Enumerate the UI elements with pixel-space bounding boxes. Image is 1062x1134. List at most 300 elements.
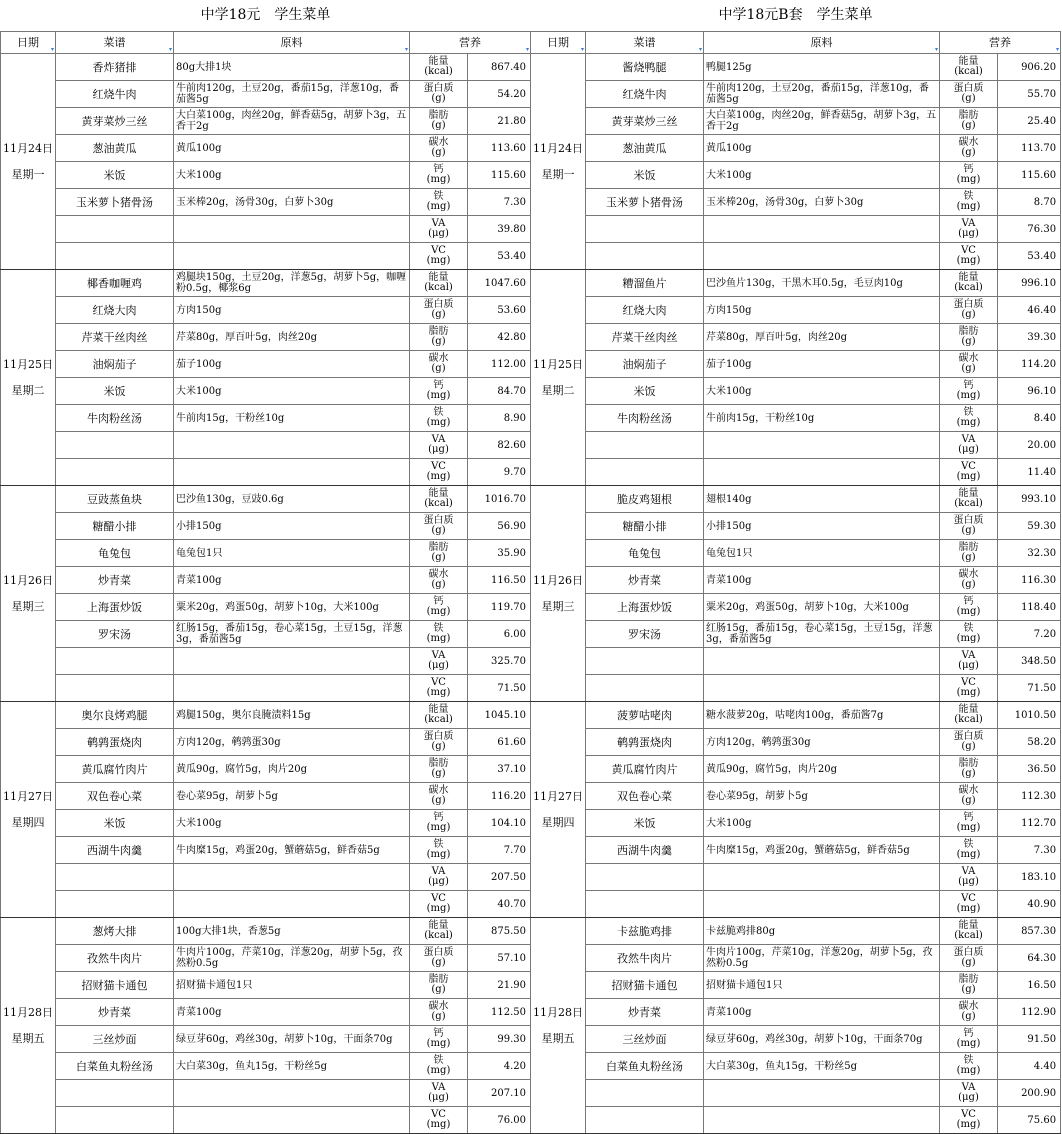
nutrient-unit: (mg)	[426, 903, 451, 914]
dish-name: 上海蛋炒饭	[586, 594, 704, 621]
nutrient-name: 蛋白质	[423, 83, 454, 94]
nutrient-name: VC	[961, 893, 976, 904]
nutrient-value: 58.20	[998, 729, 1061, 756]
nutrient-name: 能量	[428, 704, 449, 715]
nutrient-label	[940, 189, 998, 216]
nutrient-label	[940, 756, 998, 783]
empty-cell	[704, 648, 940, 675]
dish-ingredients: 黄瓜100g	[174, 135, 410, 162]
nutrient-unit: (mg)	[426, 1065, 451, 1076]
nutrient-unit: (mg)	[426, 417, 451, 428]
dish-header-label: 菜谱	[103, 36, 126, 49]
dish-ingredients: 牛肉糜15g，鸡蛋20g，蟹蘑菇5g，鲜香菇5g	[174, 837, 410, 864]
nutrient-value: 75.60	[998, 1107, 1061, 1134]
dish-ingredients: 茄子100g	[174, 351, 410, 378]
nutrient-label	[410, 621, 468, 648]
nutrient-value: 7.30	[468, 189, 531, 216]
nutrient-value: 867.40	[468, 54, 531, 81]
nutrient-label	[410, 297, 468, 324]
dish-ingredients: 翅根140g	[704, 486, 940, 513]
date-header[interactable]	[531, 32, 586, 54]
dish-ingredients: 小排150g	[174, 513, 410, 540]
date-header[interactable]	[1, 32, 56, 54]
table-row	[531, 540, 1061, 567]
empty-cell	[586, 459, 704, 486]
nutrient-label	[410, 864, 468, 891]
nutrient-label	[410, 891, 468, 918]
nutrient-name: VC	[961, 1109, 976, 1120]
nutrient-unit: (mg)	[426, 1038, 451, 1049]
empty-cell	[174, 432, 410, 459]
dish-name: 油焖茄子	[56, 351, 174, 378]
date-label: 11月27日	[3, 789, 53, 803]
nutrient-name: VC	[431, 461, 446, 472]
nutrient-unit: (g)	[431, 795, 446, 806]
dish-ingredients: 大米100g	[704, 162, 940, 189]
nutrient-label	[940, 675, 998, 702]
nutrient-value: 37.10	[468, 756, 531, 783]
nutrient-label	[410, 1080, 468, 1107]
nutrient-value: 21.90	[468, 972, 531, 999]
nutrient-unit: (g)	[431, 93, 446, 104]
nutrient-value: 119.70	[468, 594, 531, 621]
table-row	[1, 1026, 531, 1053]
nutrient-unit: (μg)	[958, 444, 979, 455]
dish-ingredients: 大米100g	[174, 378, 410, 405]
nutrient-name: VA	[431, 866, 446, 877]
day-cell	[531, 918, 586, 1134]
dish-name: 龟兔包	[586, 540, 704, 567]
nutrient-value: 113.60	[468, 135, 531, 162]
table-row	[1, 135, 531, 162]
dish-ingredients: 牛前肉15g，干粉丝10g	[704, 405, 940, 432]
nutrient-name: 钙	[433, 1028, 444, 1039]
nutrient-value: 906.20	[998, 54, 1061, 81]
nutrient-unit: (mg)	[956, 255, 981, 266]
nutrient-unit: (μg)	[958, 1092, 979, 1103]
nutrient-value: 1010.50	[998, 702, 1061, 729]
empty-cell	[174, 675, 410, 702]
nutrient-label	[940, 432, 998, 459]
nutrient-label	[940, 216, 998, 243]
empty-cell	[586, 864, 704, 891]
nutrient-label	[940, 810, 998, 837]
nutrient-unit: (g)	[961, 336, 976, 347]
dish-name: 葱油黄瓜	[56, 135, 174, 162]
nutrient-name: 碳水	[958, 353, 979, 364]
dish-name: 米饭	[56, 378, 174, 405]
dish-name: 牛肉粉丝汤	[586, 405, 704, 432]
table-row	[531, 567, 1061, 594]
table-row	[1, 216, 531, 243]
nutrient-value: 1045.10	[468, 702, 531, 729]
nutrient-name: VC	[431, 1109, 446, 1120]
nutrient-label	[940, 783, 998, 810]
dish-name: 龟兔包	[56, 540, 174, 567]
table-row	[531, 459, 1061, 486]
empty-cell	[56, 891, 174, 918]
dish-name: 糟溜鱼片	[586, 270, 704, 297]
nutrient-value: 42.80	[468, 324, 531, 351]
date-label: 11月25日	[533, 357, 583, 371]
nutrient-unit: (mg)	[956, 471, 981, 482]
table-row	[1, 1053, 531, 1080]
table-row	[1, 891, 531, 918]
nutrient-name: 铁	[963, 839, 974, 850]
nutrient-unit: (mg)	[426, 390, 451, 401]
nutrient-value: 64.30	[998, 945, 1061, 972]
nutrient-value: 116.50	[468, 567, 531, 594]
nutrient-label	[410, 486, 468, 513]
empty-cell	[704, 1080, 940, 1107]
table-row	[1, 108, 531, 135]
nutrient-unit: (g)	[961, 741, 976, 752]
filter-dropdown-icon[interactable]: ▾	[934, 46, 938, 53]
date-label: 11月28日	[3, 1005, 53, 1019]
empty-cell	[56, 243, 174, 270]
nutrient-unit: (kcal)	[424, 714, 453, 725]
nutrient-label	[410, 756, 468, 783]
nutrient-value: 40.90	[998, 891, 1061, 918]
nutrient-value: 7.30	[998, 837, 1061, 864]
nutrient-name: 能量	[428, 488, 449, 499]
nutrient-label	[940, 54, 998, 81]
nutrient-unit: (g)	[431, 147, 446, 158]
nutrient-name: 脂肪	[428, 758, 449, 769]
table-row	[531, 837, 1061, 864]
weekday-label: 星期二	[541, 383, 575, 397]
dish-name: 上海蛋炒饭	[56, 594, 174, 621]
empty-cell	[704, 675, 940, 702]
nutrient-name: 能量	[428, 920, 449, 931]
table-row	[1, 1080, 531, 1107]
dish-name: 红烧牛肉	[586, 81, 704, 108]
nutrient-name: 蛋白质	[953, 299, 984, 310]
table-row	[531, 162, 1061, 189]
dish-ingredients: 牛肉片100g，芹菜10g，洋葱20g，胡萝卜5g，孜然粉0.5g	[174, 945, 410, 972]
nutrient-value: 112.00	[468, 351, 531, 378]
nutrient-unit: (g)	[431, 1011, 446, 1022]
dish-name: 黄芽菜炒三丝	[56, 108, 174, 135]
table-row	[531, 486, 1061, 513]
dish-ingredients: 巴沙鱼片130g，干黑木耳0.5g，毛豆肉10g	[704, 270, 940, 297]
filter-dropdown-icon[interactable]: ▾	[1056, 46, 1060, 53]
menu-table	[530, 0, 1061, 1134]
ingredients-header[interactable]	[704, 32, 940, 54]
nutrient-label	[410, 162, 468, 189]
nutrient-name: 能量	[958, 272, 979, 283]
filter-dropdown-icon[interactable]: ▾	[168, 46, 172, 53]
nutrient-name: 铁	[433, 839, 444, 850]
dish-name: 红烧牛肉	[56, 81, 174, 108]
nutrient-name: 碳水	[428, 353, 449, 364]
nutrient-label	[410, 675, 468, 702]
nutrient-label	[940, 324, 998, 351]
nutrient-value: 57.10	[468, 945, 531, 972]
nutrient-unit: (μg)	[428, 228, 449, 239]
nutrient-value: 1047.60	[468, 270, 531, 297]
menu-title: 中学18元B套 学生菜单	[531, 0, 1061, 32]
nutrient-value: 112.50	[468, 999, 531, 1026]
nutrient-value: 112.30	[998, 783, 1061, 810]
empty-cell	[586, 1080, 704, 1107]
nutrient-unit: (g)	[961, 120, 976, 131]
empty-cell	[704, 243, 940, 270]
table-row	[1, 864, 531, 891]
filter-dropdown-icon[interactable]: ▾	[525, 46, 529, 53]
day-cell	[1, 486, 56, 702]
nutrient-value: 55.70	[998, 81, 1061, 108]
nutrient-unit: (mg)	[426, 606, 451, 617]
nutrient-value: 35.90	[468, 540, 531, 567]
nutrient-label	[940, 270, 998, 297]
table-row	[531, 324, 1061, 351]
nutrient-label	[410, 405, 468, 432]
nutrient-unit: (mg)	[956, 633, 981, 644]
nutrient-label	[410, 702, 468, 729]
nutrient-unit: (μg)	[428, 876, 449, 887]
nutrient-label	[940, 1026, 998, 1053]
table-row	[531, 1053, 1061, 1080]
dish-name: 三丝炒面	[586, 1026, 704, 1053]
nutrient-label	[410, 351, 468, 378]
table-row	[1, 918, 531, 945]
table-row	[531, 81, 1061, 108]
nutrient-name: 钙	[433, 596, 444, 607]
nutrient-value: 91.50	[998, 1026, 1061, 1053]
dish-header[interactable]	[56, 32, 174, 54]
nutrient-unit: (g)	[961, 147, 976, 158]
dish-ingredients: 牛前肉15g，干粉丝10g	[174, 405, 410, 432]
nutrient-unit: (kcal)	[954, 714, 983, 725]
nutrient-label	[940, 162, 998, 189]
day-cell	[1, 918, 56, 1134]
nutrient-label	[940, 594, 998, 621]
table-row	[1, 594, 531, 621]
nutrient-unit: (kcal)	[954, 930, 983, 941]
nutrient-label	[410, 999, 468, 1026]
dish-name: 白菜鱼丸粉丝汤	[586, 1053, 704, 1080]
day-cell	[1, 54, 56, 270]
dish-name: 酱烧鸭腿	[586, 54, 704, 81]
nutrient-unit: (mg)	[426, 822, 451, 833]
table-row	[1, 459, 531, 486]
dish-ingredients: 小排150g	[704, 513, 940, 540]
nutrient-unit: (g)	[431, 984, 446, 995]
empty-cell	[704, 459, 940, 486]
nutrient-value: 7.20	[998, 621, 1061, 648]
table-row	[1, 972, 531, 999]
ingredients-header[interactable]	[174, 32, 410, 54]
nutrient-unit: (mg)	[956, 1119, 981, 1130]
dish-header[interactable]	[586, 32, 704, 54]
table-row	[1, 756, 531, 783]
table-row	[531, 405, 1061, 432]
nutrition-header[interactable]	[410, 32, 531, 54]
empty-cell	[586, 648, 704, 675]
empty-cell	[174, 243, 410, 270]
table-row	[1, 81, 531, 108]
nutrient-name: 钙	[963, 596, 974, 607]
nutrient-unit: (mg)	[956, 687, 981, 698]
nutrient-unit: (μg)	[958, 660, 979, 671]
table-row	[1, 54, 531, 81]
table-row	[531, 945, 1061, 972]
nutrient-label	[940, 513, 998, 540]
nutrient-unit: (mg)	[956, 1038, 981, 1049]
nutrient-name: 脂肪	[958, 974, 979, 985]
table-row	[531, 432, 1061, 459]
nutrient-name: VA	[431, 1082, 446, 1093]
table-row	[531, 621, 1061, 648]
nutrient-unit: (g)	[431, 741, 446, 752]
nutrient-label	[410, 243, 468, 270]
table-row	[1, 783, 531, 810]
nutrient-name: 铁	[433, 191, 444, 202]
nutrient-name: 铁	[963, 623, 974, 634]
empty-cell	[174, 864, 410, 891]
nutrient-name: 铁	[433, 623, 444, 634]
nutrient-value: 53.60	[468, 297, 531, 324]
table-row	[1, 405, 531, 432]
filter-dropdown-icon[interactable]: ▾	[50, 46, 54, 53]
nutrient-label	[410, 459, 468, 486]
date-label: 11月26日	[533, 573, 583, 587]
nutrient-unit: (mg)	[956, 201, 981, 212]
table-row	[1, 189, 531, 216]
table-row	[1, 540, 531, 567]
nutrient-unit: (g)	[431, 363, 446, 374]
dish-ingredients: 大米100g	[174, 162, 410, 189]
weekday-label: 星期五	[11, 1031, 45, 1045]
nutrient-name: VA	[961, 1082, 976, 1093]
dish-name: 玉米萝卜猪骨汤	[56, 189, 174, 216]
dish-ingredients: 招财猫卡通包1只	[704, 972, 940, 999]
nutrient-unit: (mg)	[426, 849, 451, 860]
nutrient-label	[410, 324, 468, 351]
nutrient-value: 8.40	[998, 405, 1061, 432]
date-label: 11月25日	[3, 357, 53, 371]
nutrient-label	[410, 918, 468, 945]
dish-name: 黄瓜腐竹肉片	[56, 756, 174, 783]
nutrient-unit: (g)	[961, 93, 976, 104]
table-row	[531, 189, 1061, 216]
nutrient-name: 脂肪	[428, 974, 449, 985]
nutrient-name: 蛋白质	[953, 515, 984, 526]
table-row	[531, 54, 1061, 81]
nutrient-label	[410, 270, 468, 297]
day-cell	[1, 702, 56, 918]
empty-cell	[586, 675, 704, 702]
dish-name: 豆豉蒸鱼块	[56, 486, 174, 513]
nutrient-unit: (mg)	[426, 633, 451, 644]
nutrient-name: 蛋白质	[423, 947, 454, 958]
nutrient-name: VC	[961, 461, 976, 472]
empty-cell	[56, 216, 174, 243]
table-row	[531, 648, 1061, 675]
nutrient-unit: (g)	[961, 552, 976, 563]
nutrient-label	[940, 621, 998, 648]
dish-name: 牛肉粉丝汤	[56, 405, 174, 432]
nutrient-unit: (mg)	[426, 471, 451, 482]
nutrient-name: 能量	[958, 920, 979, 931]
table-row	[531, 783, 1061, 810]
nutrient-name: 能量	[428, 56, 449, 67]
filter-dropdown-icon[interactable]: ▾	[580, 46, 584, 53]
filter-dropdown-icon[interactable]: ▾	[404, 46, 408, 53]
nutrient-name: 蛋白质	[423, 731, 454, 742]
nutrient-label	[940, 405, 998, 432]
empty-cell	[174, 648, 410, 675]
nutrient-value: 112.90	[998, 999, 1061, 1026]
nutrient-label	[410, 567, 468, 594]
nutrient-value: 16.50	[998, 972, 1061, 999]
nutrient-label	[410, 594, 468, 621]
nutrient-value: 21.80	[468, 108, 531, 135]
empty-cell	[174, 459, 410, 486]
dish-name: 奥尔良烤鸡腿	[56, 702, 174, 729]
dish-name: 孜然牛肉片	[56, 945, 174, 972]
nutrient-value: 25.40	[998, 108, 1061, 135]
table-row	[1, 378, 531, 405]
nutrient-name: 钙	[963, 1028, 974, 1039]
dish-name: 西湖牛肉羹	[586, 837, 704, 864]
nutrient-unit: (kcal)	[954, 66, 983, 77]
dish-ingredients: 大米100g	[704, 378, 940, 405]
nutrient-unit: (g)	[961, 363, 976, 374]
empty-cell	[586, 891, 704, 918]
nutrient-name: 铁	[963, 1055, 974, 1066]
date-label: 11月24日	[3, 141, 53, 155]
nutrient-label	[940, 864, 998, 891]
table-row	[531, 1080, 1061, 1107]
dish-name: 菠萝咕咾肉	[586, 702, 704, 729]
table-row	[1, 945, 531, 972]
table-row	[1, 297, 531, 324]
nutrient-label	[410, 216, 468, 243]
dish-ingredients: 牛前肉120g，土豆20g，番茄15g，洋葱10g，番茄酱5g	[174, 81, 410, 108]
nutrient-name: 脂肪	[428, 110, 449, 121]
nutrition-header[interactable]	[940, 32, 1061, 54]
dish-name: 炒青菜	[56, 999, 174, 1026]
nutrient-unit: (μg)	[428, 1092, 449, 1103]
empty-cell	[56, 1080, 174, 1107]
nutrient-unit: (kcal)	[954, 498, 983, 509]
nutrient-name: VA	[961, 650, 976, 661]
nutrient-name: 能量	[958, 704, 979, 715]
table-row	[1, 810, 531, 837]
nutrient-value: 8.90	[468, 405, 531, 432]
nutrient-unit: (mg)	[426, 255, 451, 266]
nutrient-value: 32.30	[998, 540, 1061, 567]
nutrient-value: 207.50	[468, 864, 531, 891]
nutrient-unit: (g)	[961, 579, 976, 590]
nutrient-unit: (g)	[431, 768, 446, 779]
nutrient-label	[410, 108, 468, 135]
nutrient-label	[940, 891, 998, 918]
nutrient-name: VC	[431, 893, 446, 904]
nutrient-value: 115.60	[998, 162, 1061, 189]
nutrient-name: 蛋白质	[953, 731, 984, 742]
table-row	[531, 972, 1061, 999]
nutrient-name: 脂肪	[958, 542, 979, 553]
dish-ingredients: 黄瓜100g	[704, 135, 940, 162]
dish-name: 孜然牛肉片	[586, 945, 704, 972]
nutrient-label	[410, 783, 468, 810]
filter-dropdown-icon[interactable]: ▾	[698, 46, 702, 53]
table-row	[531, 756, 1061, 783]
nutrient-unit: (mg)	[956, 174, 981, 185]
